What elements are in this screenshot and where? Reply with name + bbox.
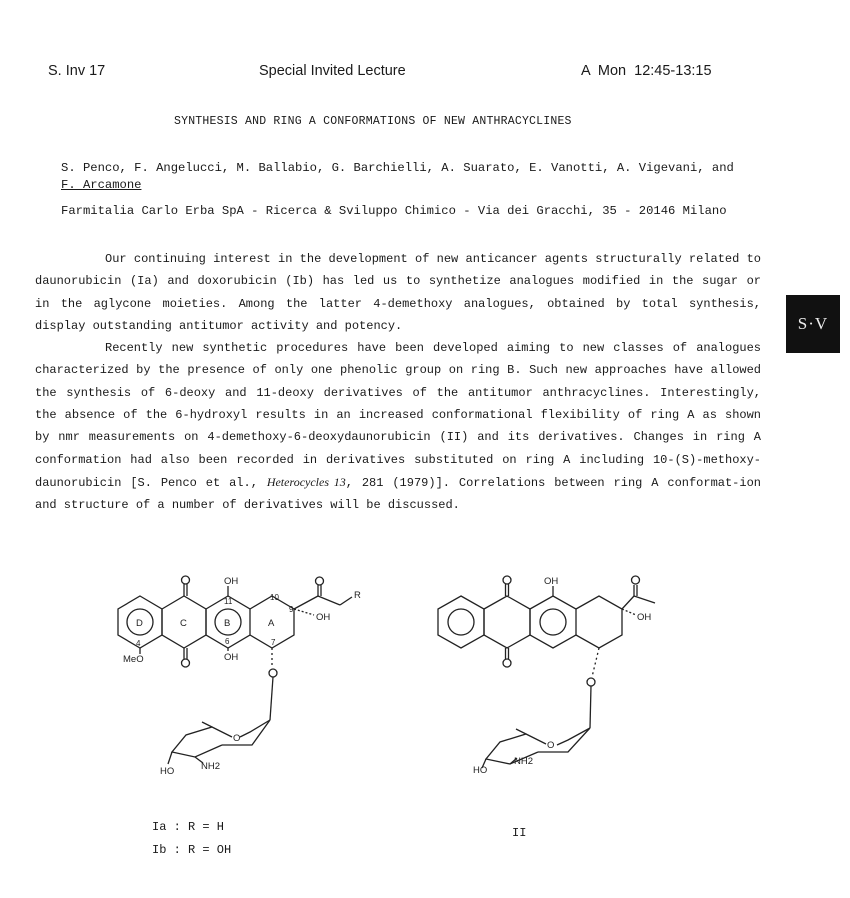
journal-citation: Heterocycles 13 [266, 474, 346, 489]
sugar-nh2-label: NH2 [201, 761, 221, 772]
sugar-ho-label: HO [160, 766, 175, 777]
session-code: S. Inv 17 [48, 63, 106, 79]
ring-label-a: A [268, 618, 275, 629]
locant-9: 9 [289, 605, 294, 614]
c14-ii-bond [634, 596, 655, 603]
ring-b-ii-aromatic-circle [540, 609, 566, 635]
c9-ii-oh-hashed-bond [622, 609, 636, 615]
caption-ii: II [512, 826, 527, 840]
meo-label: MeO [123, 654, 144, 665]
oh-6-label: OH [224, 652, 239, 663]
c7-ii-glycoside-bond [592, 648, 599, 677]
c9-ii-acyl-bond [622, 596, 634, 609]
locant-4: 4 [136, 639, 141, 648]
oh-9-ii-label: OH [637, 612, 652, 623]
ring-label-d: D [136, 618, 143, 629]
lecture-type: Special Invited Lecture [259, 63, 406, 79]
structure-i-labels [123, 576, 361, 777]
c5-oxygen [182, 659, 190, 667]
ring-a-ii [576, 596, 622, 648]
sugar-methyl-bond [202, 722, 212, 727]
ring-label-b: B [224, 618, 231, 629]
glycoside-ii-oxygen [587, 678, 595, 686]
sugar-oh-bond [168, 752, 172, 764]
ring-c-ii [484, 596, 530, 648]
c13-ii-oxygen [632, 576, 640, 584]
ring-label-c: C [180, 618, 187, 629]
authors-main: S. Penco, F. Angelucci, M. Ballabio, G. Barchielli, A. Suarato, E. Vanotti, A. Vigevani, and [61, 161, 734, 175]
p2-text-before: Recently new synthetic procedures have been developed aiming to new classes of analogues characterized by the presence of only one phenolic group on ring B. Such new approaches have allowed the synthesis of 6-deoxy and 11-deoxy derivatives of the antitumor anthracyclines. Interestingly, the absence of the 6-hydroxyl results in an increased conformational flexibility of ring A as shown by nmr measurements on 4-demethoxy-6-deoxydaunorubicin (II) and its derivatives. Changes in ring A conformation had also been recorded in derivatives substituted on ring A including 10-(S)-methoxy-daunorubicin [S. Penco et al., [35, 341, 761, 490]
ring-b-ii [530, 596, 576, 648]
session-time: A Mon 12:45-13:15 [581, 63, 712, 79]
c12-oxygen [182, 576, 190, 584]
caption-ib: Ib : R = OH [152, 843, 232, 857]
sugar-ii-methyl-bond [516, 729, 526, 734]
affiliation: Farmitalia Carlo Erba SpA - Ricerca & Sviluppo Chimico - Via dei Gracchi, 35 - 20146 Milano [61, 204, 727, 218]
sugar-ii-ring-o-bond [557, 728, 590, 745]
locant-6: 6 [225, 637, 230, 646]
ring-d-ii-aromatic-circle [448, 609, 474, 635]
ring-d-ii [438, 596, 484, 648]
locant-7: 7 [271, 638, 276, 647]
oh-11-label: OH [224, 576, 239, 587]
abstract-paragraph-1: Our continuing interest in the development of new anticancer agents structurally related to daunorubicin (Ia) and doxorubicin (Ib) has led us to synthetize analogues modified in the sugar or in the aglycone moieties. Among the latter 4-demethoxy analogues, obtained by total synthesis, display outstanding antitumor activity and potency. [35, 252, 761, 333]
c5-ii-oxygen [503, 659, 511, 667]
section-tab: S·V [786, 295, 840, 353]
author-presenting: F. Arcamone [61, 178, 142, 192]
c9-oh-hashed-bond [294, 609, 314, 615]
sugar-ii-ring-oxygen-label: O [547, 740, 555, 751]
locant-10: 10 [270, 593, 279, 602]
anomeric-ii-bond [590, 686, 591, 728]
c12-ii-oxygen [503, 576, 511, 584]
c13-oxygen [316, 577, 324, 585]
sugar-ii-nh2-label: NH2 [514, 756, 534, 767]
sugar-ring-oxygen-label: O [233, 733, 241, 744]
glycoside-oxygen [269, 669, 277, 677]
p2-text-after: , 281 (1979)]. Correlations between ring A conformat-ion and structure of a number of derivatives will be discussed. [35, 475, 761, 513]
sugar-ii-ho-label: HO [473, 765, 488, 776]
locant-11: 11 [224, 597, 233, 606]
paper-title: SYNTHESIS AND RING A CONFORMATIONS OF NEW ANTHRACYCLINES [174, 115, 572, 128]
c14-bond [318, 596, 340, 605]
sugar-ring-o-bond [240, 720, 270, 737]
c14-r-bond [340, 597, 352, 605]
anomeric-bond [270, 677, 273, 720]
sugar-ring [172, 727, 232, 757]
c9-acyl-bond [294, 596, 318, 609]
oh-9-label: OH [316, 612, 331, 623]
caption-ia: Ia : R = H [152, 820, 225, 834]
r-label: R [354, 590, 361, 601]
oh-11-ii-label: OH [544, 576, 559, 587]
